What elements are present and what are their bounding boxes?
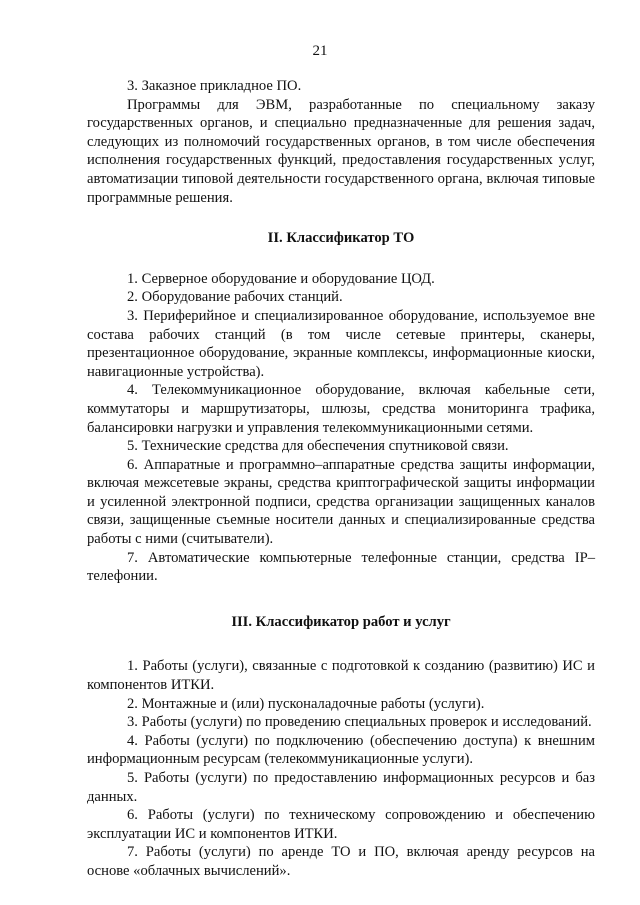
section2-title: II. Классификатор ТО (267, 230, 415, 247)
section3-item-5: 5. Работы (услуги) по предоставлению информационных ресурсов и баз данных. (87, 770, 595, 805)
section3-item-4: 4. Работы (услуги) по подключению (обеспечению доступа) к внешним информационным ресурсам (телекоммуникационные услуги). (87, 732, 595, 768)
section2-item-3: 3. Периферийное и специализированное оборудование, используемое вне состава рабочих станций (в том числе сетевые принтеры, сканеры, презентационное оборудование, экранные комплексы, информационные киоски, навигационные устройства). (87, 307, 595, 380)
section2-item-7: 7. Автоматические компьютерные телефонные станции, средства IP–телефонии. (87, 549, 595, 585)
section2-item-6: 6. Аппаратные и программно–аппаратные средства защиты информации, включая межсетевые экраны, средства криптографической защиты информации и усиленной электронной подписи, средства организации защищенных каналов связи, защищенные съемные носители данных и специализированные средства работы с ними (считыватели). (87, 456, 595, 548)
section2-item-5: 5. Технические средства для обеспечения спутниковой связи. (127, 438, 509, 455)
section3-item-3: 3. Работы (услуги) по проведению специальных проверок и исследований. (127, 714, 592, 731)
page-number: 21 (312, 43, 328, 59)
section3-title: III. Классификатор работ и услуг (231, 613, 451, 630)
intro-item-text: Программы для ЭВМ, разработанные по специальному заказу государственных органов, и специально предназначенные для решения задач, следующих из полномочий государственных органов, в том числе обеспечения исполнения государственных функций, предоставления государственных услуг, автоматизации типовой деятельности государственного органа, включая типовые программные решения. (87, 96, 595, 206)
section3-item-1: 1. Работы (услуги), связанные с подготовкой к созданию (развитию) ИС и компонентов ИТКИ. (87, 658, 595, 694)
section3-item-6: 6. Работы (услуги) по техническому сопровождению и обеспечению эксплуатации ИС и компонентов ИТКИ. (87, 807, 595, 842)
section2-item-4: 4. Телекоммуникационное оборудование, включая кабельные сети, коммутаторы и маршрутизаторы, шлюзы, средства мониторинга трафика, балансировки нагрузки и управления телекоммуникационными сетями. (87, 382, 595, 436)
section3-item-7: 7. Работы (услуги) по аренде ТО и ПО, включая аренду ресурсов на основе «облачных вычислений». (87, 844, 595, 879)
section3-item-2: 2. Монтажные и (или) пусконаладочные работы (услуги). (127, 695, 485, 712)
document-body (87, 77, 595, 881)
section2-item-2: 2. Оборудование рабочих станций. (127, 289, 343, 306)
intro-item-title: 3. Заказное прикладное ПО. (127, 78, 302, 94)
section2-item-1: 1. Серверное оборудование и оборудование ЦОД. (127, 270, 435, 287)
